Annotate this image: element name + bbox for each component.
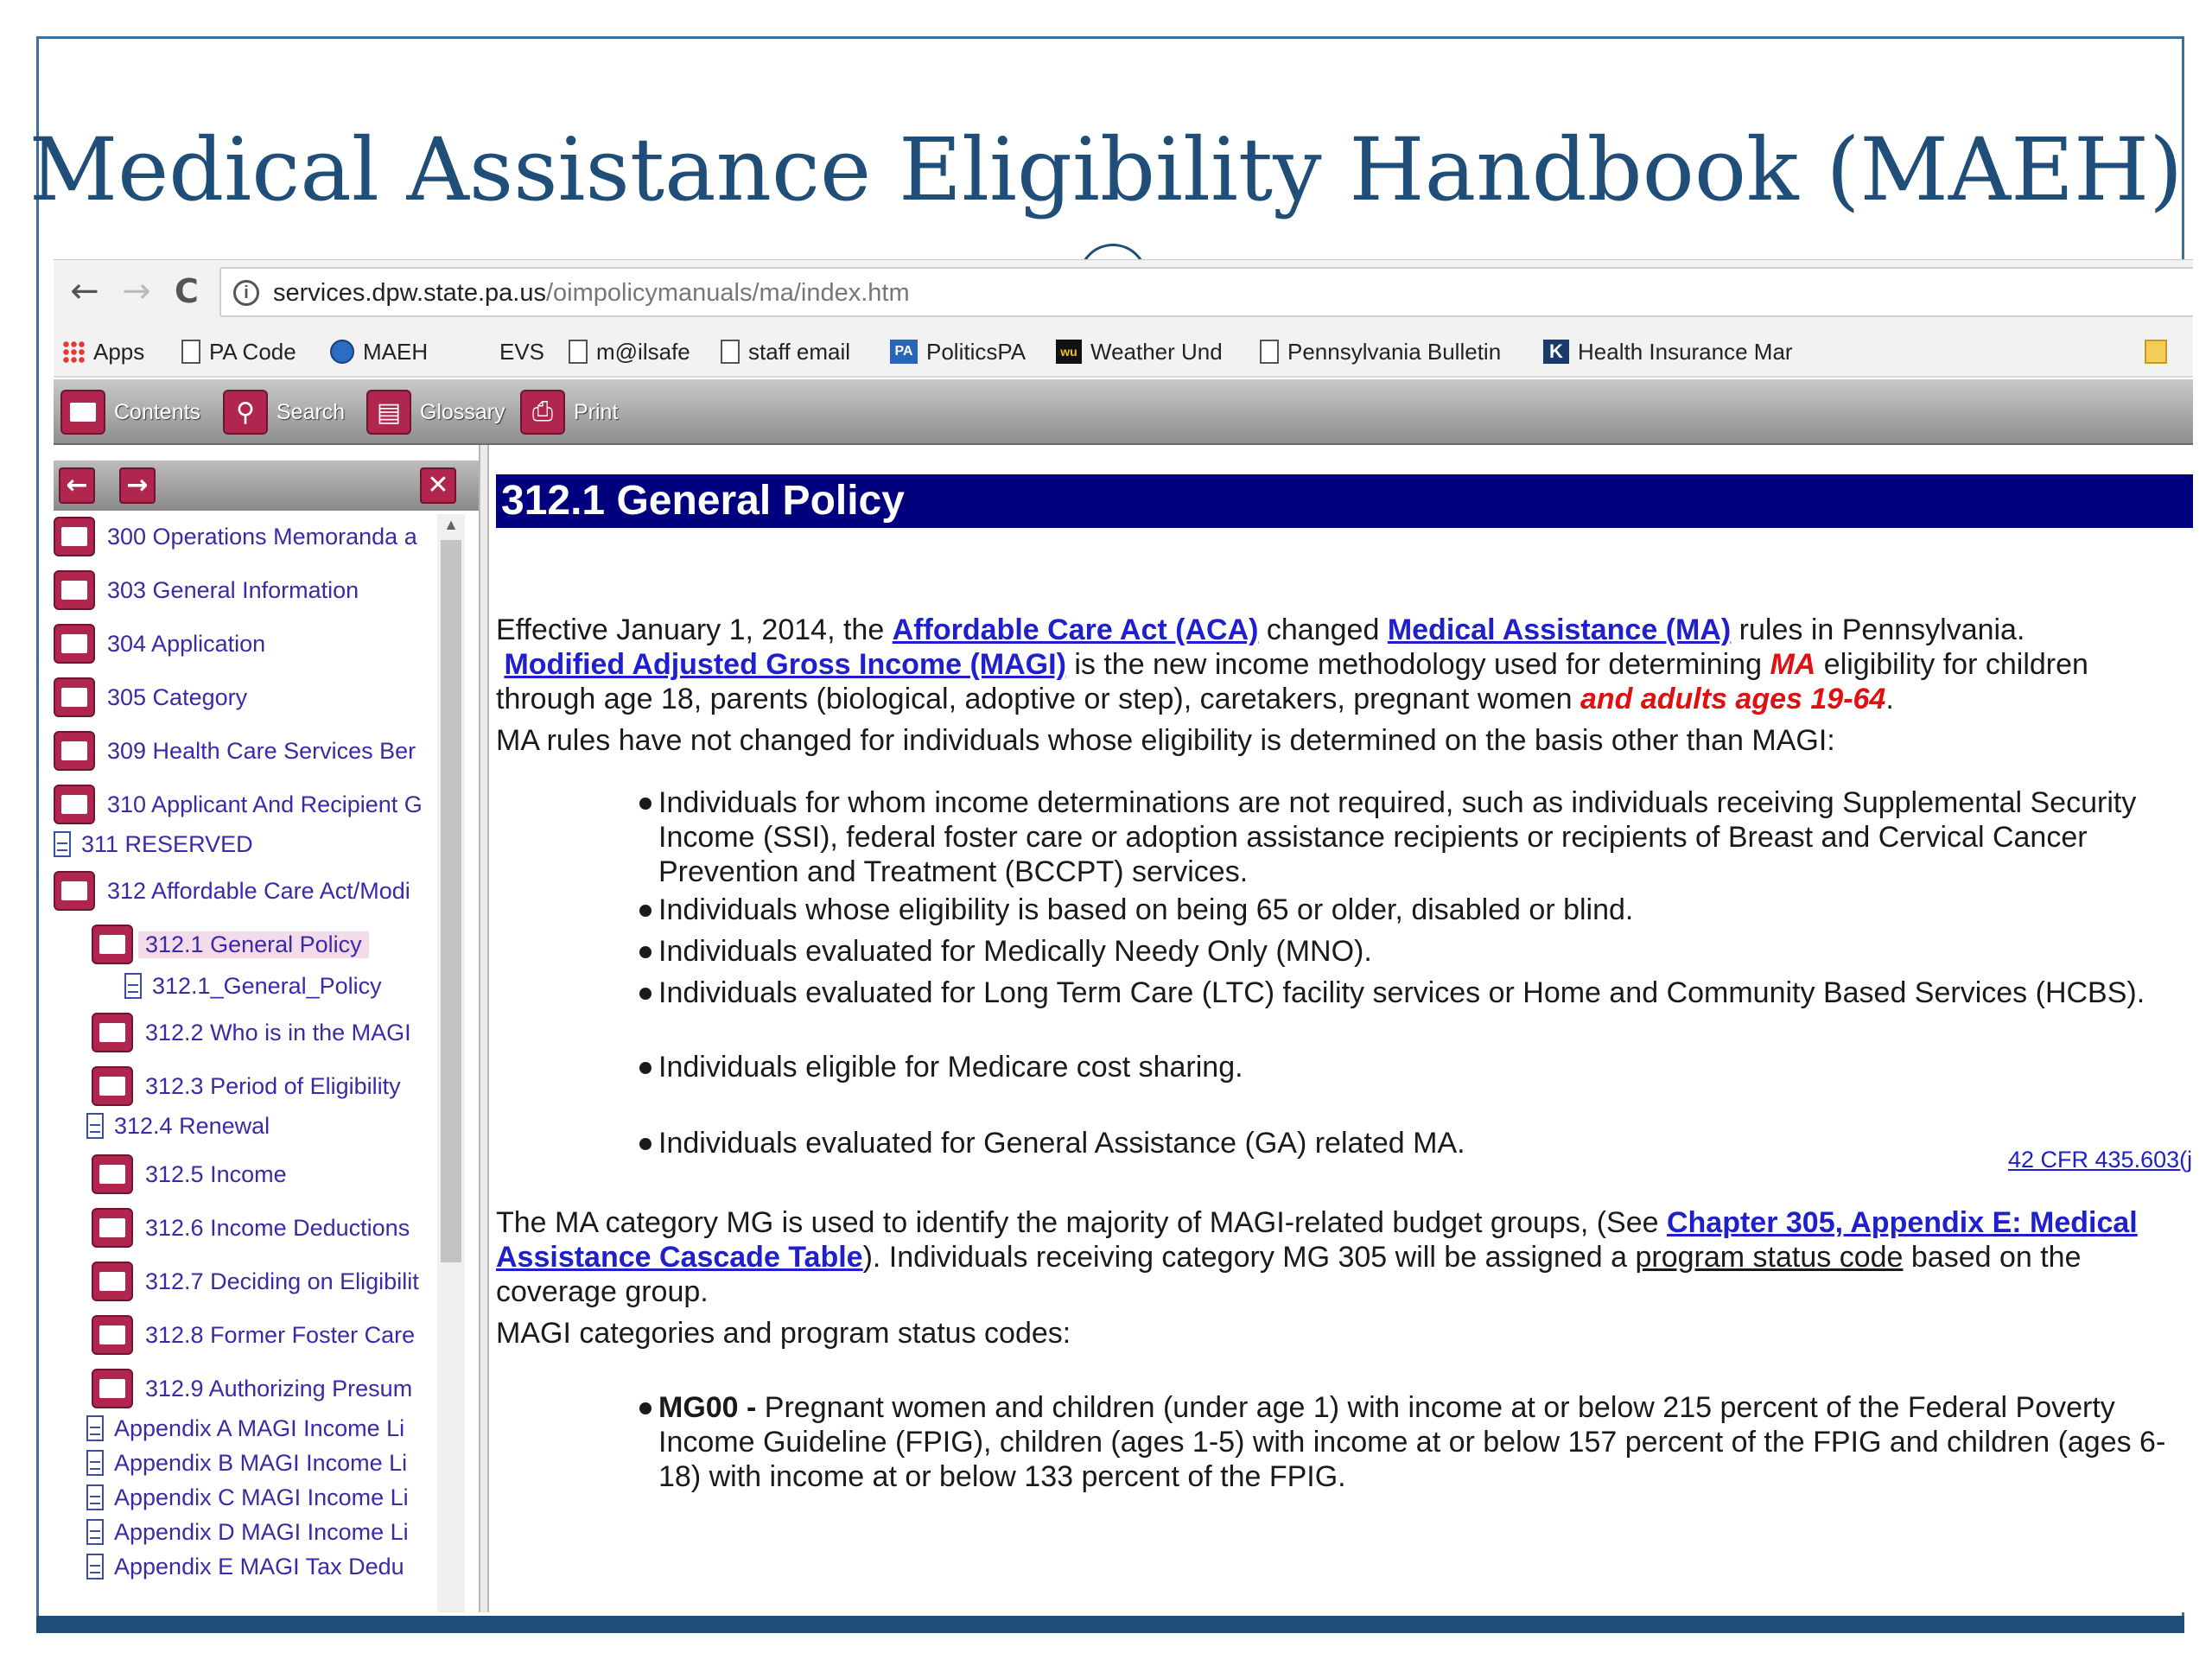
- browser-screenshot: [54, 259, 2193, 1612]
- toc-item-304[interactable]: [54, 621, 265, 666]
- toc-label: 309 Health Care Services Ber: [107, 737, 416, 764]
- bookmark-other-folder[interactable]: [2145, 338, 2176, 365]
- magi-categories-heading: MAGI categories and program status codes:: [496, 1317, 1071, 1350]
- toc-label: 312.7 Deciding on Eligibilit: [145, 1268, 419, 1294]
- bullet-item: Individuals evaluated for Long Term Care (LTC) facility services or Home and Community Based Services (HCBS).: [658, 976, 2145, 1009]
- bookmark-label: MAEH: [363, 338, 429, 365]
- book-icon: [54, 677, 95, 717]
- toc-close-icon[interactable]: ✕: [420, 467, 456, 504]
- info-icon[interactable]: i: [233, 280, 259, 306]
- page-icon: [181, 340, 200, 364]
- toc-item-309[interactable]: [54, 728, 416, 773]
- contents-label: Contents: [114, 399, 201, 424]
- bookmark-health-insurance[interactable]: [1543, 338, 1793, 365]
- aca-link[interactable]: Affordable Care Act (ACA): [892, 613, 1259, 646]
- toc-pane: [54, 461, 479, 1612]
- toc-item-312-4[interactable]: [86, 1109, 270, 1143]
- contents-button[interactable]: [60, 386, 200, 438]
- page-icon: [721, 340, 740, 364]
- url-text: [273, 279, 910, 308]
- magi-link[interactable]: Modified Adjusted Gross Income (MAGI): [504, 648, 1066, 681]
- help-toolbar: [54, 379, 2193, 445]
- glossary-icon: ▤: [366, 390, 411, 435]
- bullet-dot: [639, 946, 652, 958]
- pane-divider[interactable]: [479, 445, 489, 1612]
- toc-label: 300 Operations Memoranda a: [107, 523, 417, 550]
- cascade-table-link[interactable]: Chapter 305, Appendix E: Medical Assistance Cascade Table: [496, 1206, 2138, 1274]
- scroll-up-arrow-icon[interactable]: ▲: [443, 516, 459, 533]
- toc-label: 312.8 Former Foster Care: [145, 1321, 416, 1348]
- bookmark-mailsafe[interactable]: [569, 338, 690, 365]
- toc-label: 312 Affordable Care Act/Modi: [107, 877, 410, 904]
- bookmark-pa-bulletin[interactable]: [1260, 338, 1501, 365]
- toc-label: 312.5 Income: [145, 1160, 287, 1187]
- bullet-item: Individuals eligible for Medicare cost sharing.: [658, 1051, 1243, 1084]
- search-button[interactable]: [223, 386, 345, 438]
- page-icon: [569, 340, 588, 364]
- bullet-dot: [639, 1402, 652, 1414]
- toc-item-312-1[interactable]: [92, 922, 369, 967]
- cfr-link[interactable]: 42 CFR 435.603(j: [2008, 1147, 2193, 1173]
- book-icon: [54, 570, 95, 610]
- toc-item-appendix-a[interactable]: [86, 1411, 404, 1446]
- bookmark-staff-email[interactable]: [721, 338, 850, 365]
- toc-item-310[interactable]: [54, 782, 423, 827]
- bullet-item-ga: Individuals evaluated for General Assistance (GA) related MA.: [658, 1127, 1465, 1160]
- bookmark-weather[interactable]: [1056, 338, 1223, 365]
- reload-icon[interactable]: C: [175, 272, 199, 310]
- toc-label: 312.6 Income Deductions: [145, 1214, 410, 1241]
- toc-label: 310 Applicant And Recipient G: [107, 791, 423, 817]
- toc-label: Appendix A MAGI Income Li: [114, 1414, 405, 1441]
- slide-title: Medical Assistance Eligibility Handbook (MAEH): [29, 119, 2183, 220]
- url-host: services.dpw.state.pa.us: [273, 279, 546, 307]
- bullet-dot: [639, 1138, 652, 1150]
- book-icon: [92, 1262, 133, 1301]
- book-icon: [92, 1315, 133, 1355]
- toc-controls: [54, 461, 479, 511]
- toc-label-selected: 312.1 General Policy: [138, 931, 369, 958]
- toc-label: 312.2 Who is in the MAGI: [145, 1019, 411, 1046]
- toc-item-appendix-b[interactable]: [86, 1446, 407, 1480]
- search-label: Search: [276, 399, 346, 424]
- slide-bottom-bar: [36, 1616, 2184, 1633]
- mg00-item: MG00 - Pregnant women and children (under age 1) with income at or below 215 percent of the Federal Poverty Income Guideline (FPIG), children (ages 1-5) with income at or below 157 percent of the FPIG and children (ages 6-18) with income at or below 133 percent of the FPIG.: [658, 1391, 2166, 1493]
- toc-scrollbar[interactable]: [437, 514, 465, 1612]
- search-icon: ⚲: [223, 390, 268, 435]
- bookmark-label: m@ilsafe: [596, 338, 690, 365]
- back-arrow-icon[interactable]: ←: [70, 271, 99, 311]
- page-icon: [86, 1554, 104, 1580]
- bookmark-label: Pennsylvania Bulletin: [1287, 338, 1502, 365]
- globe-icon: [330, 340, 354, 364]
- printer-icon: ⎙: [520, 390, 565, 435]
- bookmark-maeh[interactable]: [330, 338, 428, 365]
- bullet-dot: [639, 798, 652, 810]
- toc-label: 312.4 Renewal: [114, 1112, 270, 1139]
- bookmarks-bar: [54, 326, 2193, 378]
- glossary-label: Glossary: [420, 399, 505, 424]
- toc-back-arrow-icon[interactable]: ←: [59, 467, 95, 504]
- toc-item-312-8[interactable]: [92, 1313, 415, 1357]
- page-icon: [86, 1484, 104, 1510]
- book-icon: [92, 1013, 133, 1052]
- toc-label: 303 General Information: [107, 576, 359, 603]
- scroll-thumb[interactable]: [441, 540, 461, 1262]
- toc-item-303[interactable]: [54, 568, 359, 613]
- bookmark-apps[interactable]: [62, 338, 144, 365]
- toc-label: 312.9 Authorizing Presum: [145, 1375, 413, 1402]
- toc-label: 311 RESERVED: [81, 830, 253, 857]
- page-icon: [54, 831, 71, 857]
- bookmark-label: Health Insurance Mar: [1578, 338, 1793, 365]
- page-icon: [124, 973, 142, 999]
- mg-category-paragraph: The MA category MG is used to identify the majority of MAGI-related budget groups, (See Chapter 305, Appendix E: Medical Assistance Cascade Table). Individuals receiving category MG 305 will be assigned a program status code based on the coverage group.: [496, 1206, 2138, 1308]
- toc-item-312-3[interactable]: [92, 1064, 401, 1109]
- bullet-item: Individuals whose eligibility is based on being 65 or older, disabled or blind.: [658, 893, 1634, 926]
- medical-assistance-link[interactable]: Medical Assistance (MA): [1387, 613, 1732, 646]
- forward-arrow-icon[interactable]: →: [122, 271, 151, 311]
- weather-underground-icon: wu: [1056, 340, 1082, 364]
- toc-item-305[interactable]: [54, 675, 247, 720]
- toc-item-312-2[interactable]: [92, 1010, 411, 1055]
- page-icon: [1260, 340, 1279, 364]
- bookmark-pa-code[interactable]: [181, 338, 296, 365]
- bookmark-label: staff email: [748, 338, 851, 365]
- toc-label: 312.3 Period of Eligibility: [145, 1072, 401, 1099]
- print-label: Print: [574, 399, 619, 424]
- bookmark-label: PoliticsPA: [926, 338, 1027, 365]
- toc-item-312-9[interactable]: [92, 1366, 412, 1411]
- toc-label: 312.1_General_Policy: [152, 972, 382, 999]
- book-icon: [92, 1154, 133, 1194]
- toc-label: Appendix E MAGI Tax Dedu: [114, 1553, 404, 1580]
- program-status-code-link[interactable]: program status code: [1635, 1241, 1904, 1274]
- book-icon: [92, 925, 133, 964]
- bullet-dot: [639, 905, 652, 917]
- toc-item-300[interactable]: [54, 514, 417, 559]
- toc-item-312-6[interactable]: [92, 1205, 410, 1250]
- book-icon: [54, 731, 95, 771]
- toc-forward-arrow-icon[interactable]: →: [119, 467, 156, 504]
- bookmark-label: EVS: [499, 338, 545, 365]
- intro-paragraph: Effective January 1, 2014, the Affordable Care Act (ACA) changed Medical Assistance (MA) rules in Pennsylvania. Modified Adjusted Gross Income (MAGI) is the new income methodology used for determining MA eligibility for children through age 18, parents (biological, adoptive or step), caretakers, pregnant women and adults ages 19-64.: [496, 613, 2088, 715]
- toc-item-appendix-c[interactable]: [86, 1480, 409, 1515]
- bookmark-label: PA Code: [209, 338, 296, 365]
- toc-item-311[interactable]: [54, 827, 253, 861]
- toc-list: [54, 514, 435, 1612]
- politicspa-icon: PA: [890, 340, 918, 364]
- bookmark-politicspa[interactable]: [890, 338, 1026, 365]
- toc-label: Appendix C MAGI Income Li: [114, 1484, 409, 1510]
- toc-label: 305 Category: [107, 683, 248, 710]
- address-bar[interactable]: [219, 267, 2193, 317]
- url-path: /oimpolicymanuals/ma/index.htm: [545, 279, 910, 307]
- page-heading: 312.1 General Policy: [496, 474, 2193, 528]
- page-icon: [86, 1450, 104, 1476]
- book-icon: [92, 1208, 133, 1248]
- bookmark-label: Apps: [93, 338, 145, 365]
- toc-item-312[interactable]: [54, 868, 410, 913]
- bullet-item: Individuals evaluated for Medically Needy Only (MNO).: [658, 935, 1372, 968]
- book-icon: [54, 624, 95, 664]
- glossary-button[interactable]: [366, 386, 505, 438]
- book-icon: [60, 390, 105, 435]
- apps-grid-icon: [62, 340, 85, 363]
- bullet-dot: [639, 988, 652, 1000]
- browser-nav-bar: [54, 260, 2193, 326]
- book-icon: [54, 785, 95, 824]
- page-icon: [86, 1415, 104, 1441]
- book-icon: [92, 1369, 133, 1408]
- bullet-item: Individuals for whom income determinations are not required, such as individuals receiving Supplemental Security Income (SSI), federal foster care or adoption assistance recipients or recipients of Breast and Cervical Cancer Prevention and Treatment (BCCPT) services.: [658, 786, 2137, 888]
- mg00-code: MG00 -: [658, 1391, 757, 1424]
- content-pane: [489, 445, 2193, 1612]
- book-icon: [54, 517, 95, 556]
- toc-item-312-7[interactable]: [92, 1259, 419, 1304]
- toc-label: Appendix D MAGI Income Li: [114, 1518, 409, 1545]
- page-icon: [86, 1519, 104, 1545]
- toc-label: 304 Application: [107, 630, 266, 657]
- toc-item-appendix-e[interactable]: [86, 1549, 404, 1584]
- book-icon: [92, 1066, 133, 1106]
- page-icon: [86, 1113, 104, 1139]
- folder-icon: [2145, 340, 2167, 364]
- book-icon: [54, 871, 95, 911]
- bookmark-evs[interactable]: [499, 338, 544, 365]
- rules-unchanged-paragraph: MA rules have not changed for individuals whose eligibility is determined on the basis other than MAGI:: [496, 724, 1835, 757]
- bullet-dot: [639, 1062, 652, 1074]
- print-button[interactable]: [520, 386, 618, 438]
- toc-label: Appendix B MAGI Income Li: [114, 1449, 408, 1476]
- healthcare-gov-icon: K: [1543, 340, 1569, 364]
- toc-item-312-5[interactable]: [92, 1152, 287, 1197]
- toc-item-appendix-d[interactable]: [86, 1515, 409, 1549]
- bookmark-label: Weather Und: [1090, 338, 1223, 365]
- toc-item-312-1-page[interactable]: [124, 969, 382, 1003]
